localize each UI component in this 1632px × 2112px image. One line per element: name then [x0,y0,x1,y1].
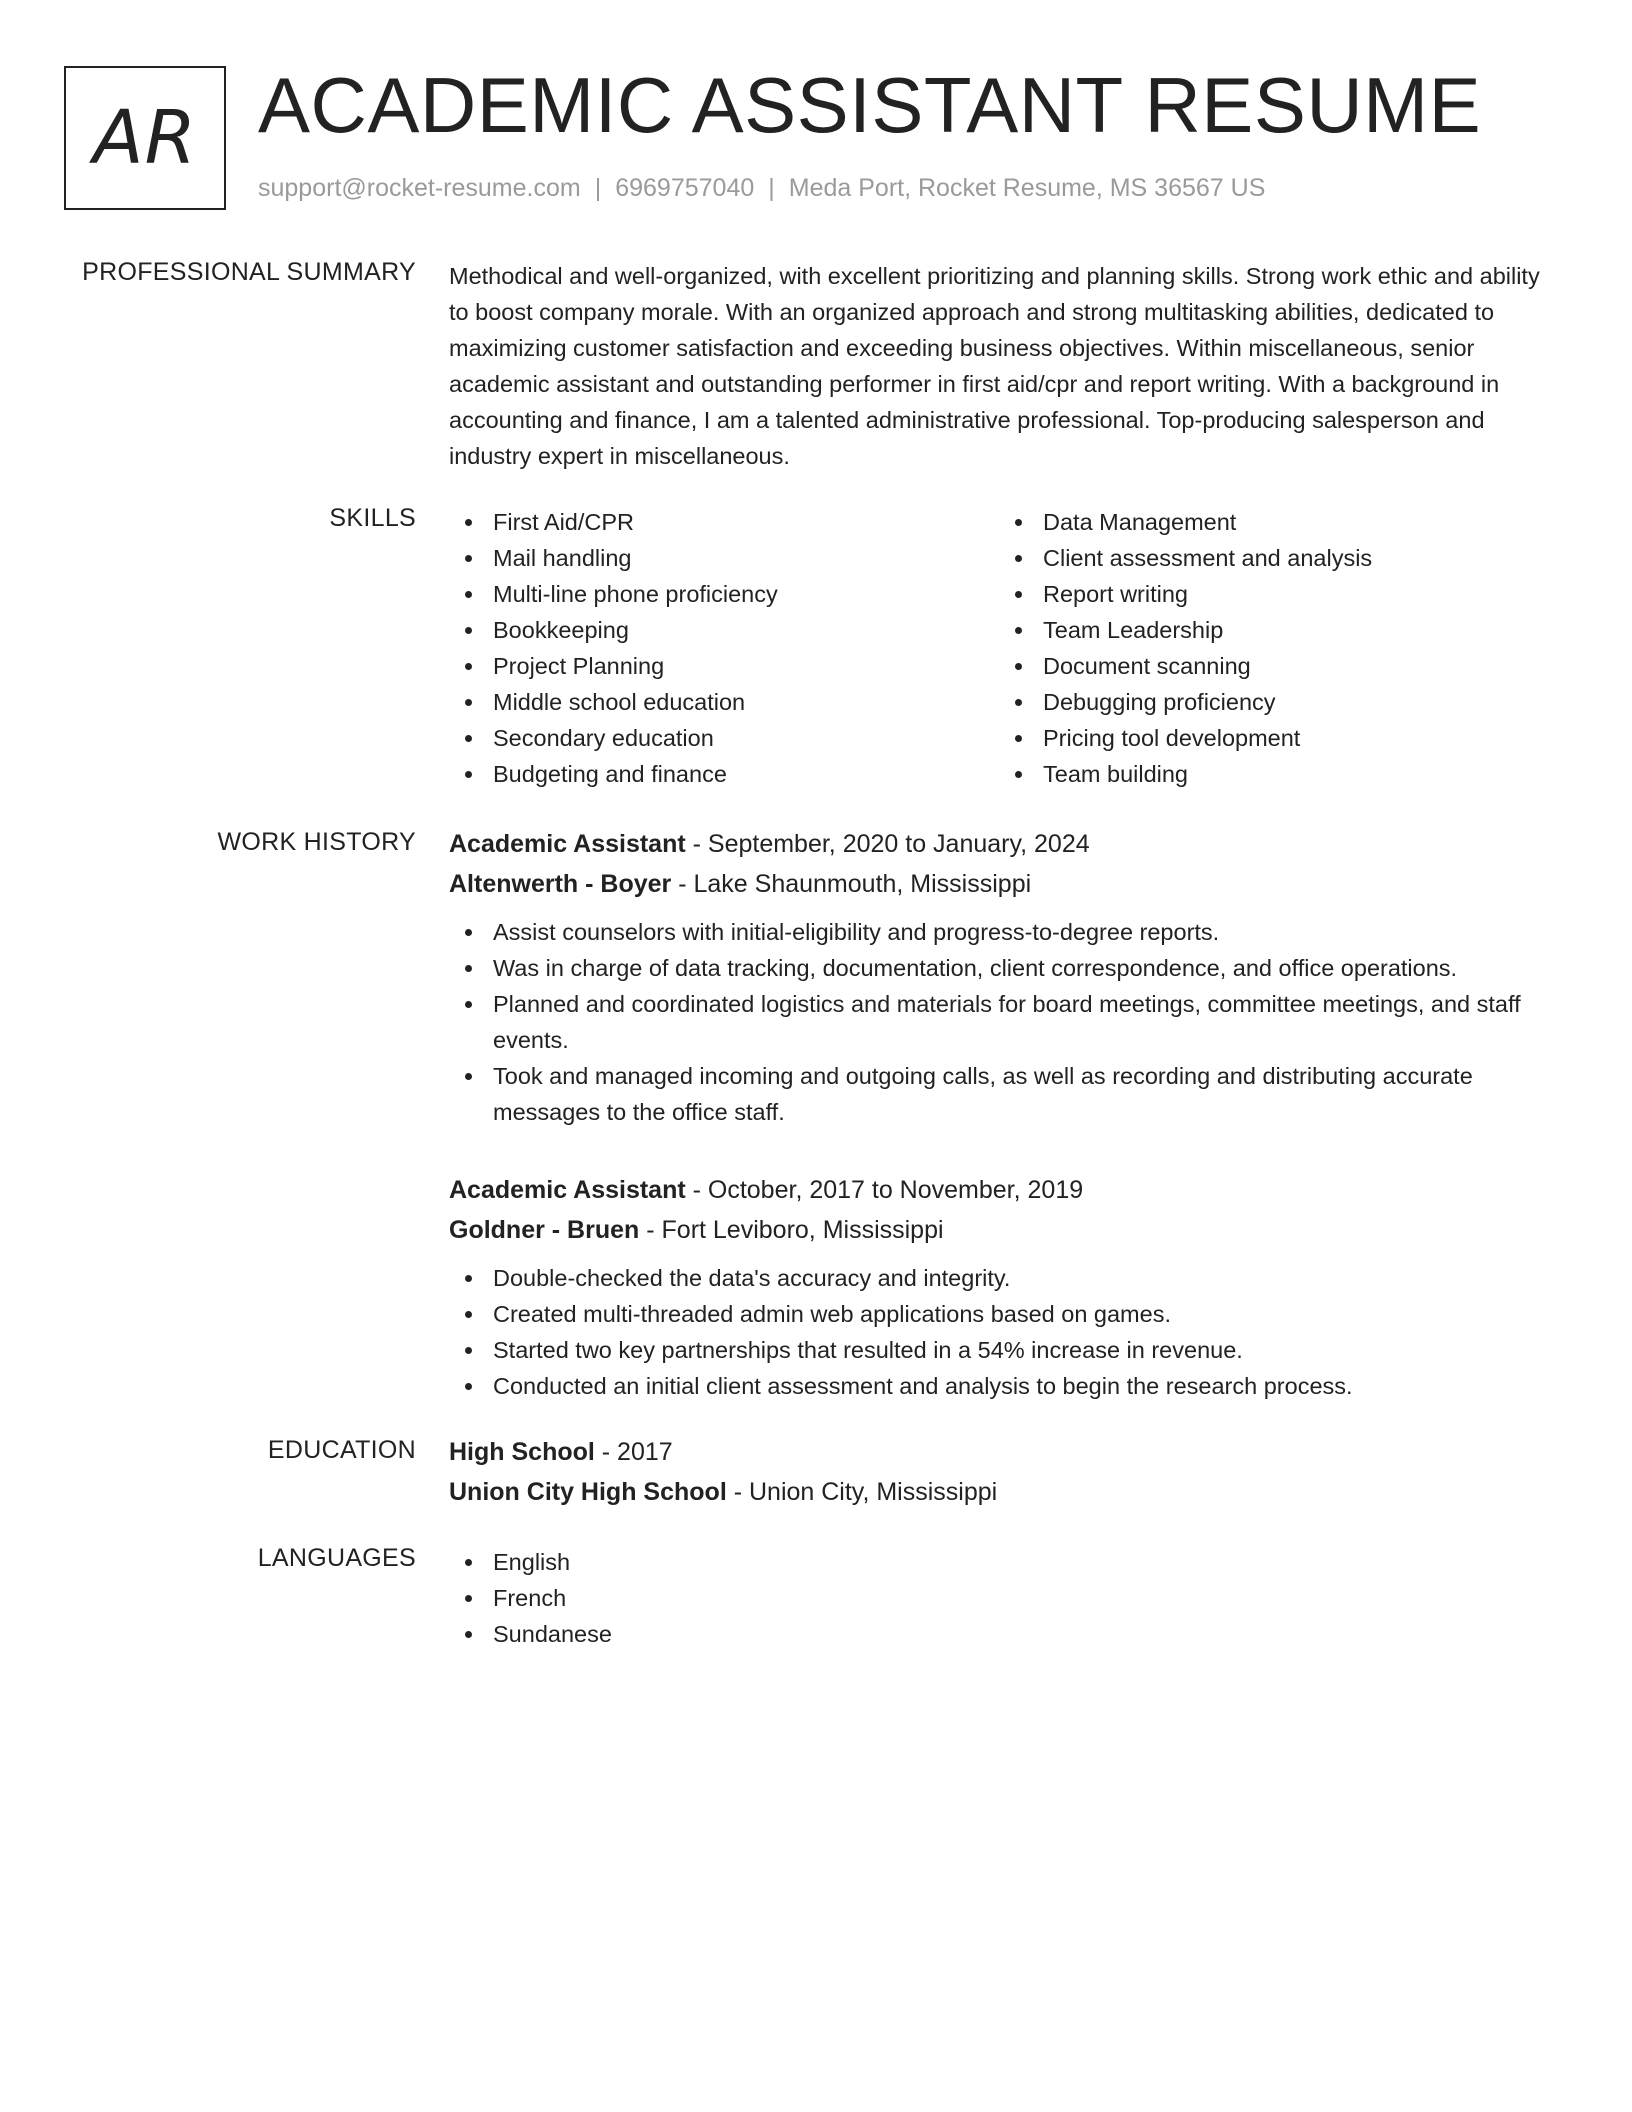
job-duty: Assist counselors with initial-eligibility and progress-to-degree reports. [449,914,1549,950]
skill-item: Client assessment and analysis [999,540,1549,576]
skill-item: Multi-line phone proficiency [449,576,999,612]
job-duty: Conducted an initial client assessment and analysis to begin the research process. [449,1368,1549,1404]
skill-item: First Aid/CPR [449,504,999,540]
job-company-line [449,864,1549,904]
language-item: English [449,1544,1549,1580]
resume-header [64,61,1564,210]
job-title-line [449,824,1549,864]
section-label-education: EDUCATION [267,1436,416,1464]
contact-address: Meda Port, Rocket Resume, MS 36567 US [788,174,1266,202]
skill-item: Report writing [999,576,1549,612]
languages-list [449,1544,1549,1652]
job-duty: Was in charge of data tracking, documentation, client correspondence, and office operations. [449,950,1549,986]
skill-item: Pricing tool development [999,720,1549,756]
skills-list-right [999,504,1549,792]
job-duties-list [449,1260,1549,1404]
skill-item: Data Management [999,504,1549,540]
job-title: Academic Assistant [449,830,686,858]
job-duty: Created multi-threaded admin web applications based on games. [449,1296,1549,1332]
job-company: Goldner - Bruen [449,1216,640,1244]
job-entry [449,824,1549,1130]
contact-phone: 6969757040 [615,174,755,202]
job-duty: Started two key partnerships that resulted in a 54% increase in revenue. [449,1332,1549,1368]
job-company-line [449,1210,1549,1250]
summary-text: Methodical and well-organized, with excellent prioritizing and planning skills. Strong work ethic and ability to boost company morale. With an organized approach and strong multitasking abilities, dedicated to maximizing customer satisfaction and exceeding business objectives. Within miscellaneous, senior academic assistant and outstanding performer in first aid/cpr and report writing. With a background in accounting and finance, I am a talented administrative professional. Top-producing salesperson and industry expert in miscellaneous. [449,263,1540,469]
job-duty: Took and managed incoming and outgoing calls, as well as recording and distributing accurate messages to the office staff. [449,1058,1549,1130]
job-duties-list [449,914,1549,1130]
job-location: - Lake Shaunmouth, Mississippi [671,870,1032,898]
job-company: Altenwerth - Boyer [449,870,672,898]
education-school: Union City High School [449,1478,727,1506]
monogram-logo: AR [64,66,226,210]
language-item: French [449,1580,1549,1616]
education-year: - 2017 [594,1438,673,1466]
skills-list-left [449,504,999,792]
section-label-summary: PROFESSIONAL SUMMARY [82,258,416,286]
job-duty: Planned and coordinated logistics and materials for board meetings, committee meetings, and staff events. [449,986,1549,1058]
skill-item: Budgeting and finance [449,756,999,792]
resume-title: ACADEMIC ASSISTANT RESUME [258,61,1482,149]
contact-separator: | [768,174,775,202]
job-duty: Double-checked the data's accuracy and integrity. [449,1260,1549,1296]
language-item: Sundanese [449,1616,1549,1652]
education-degree: High School [449,1438,595,1466]
skill-item: Document scanning [999,648,1549,684]
section-label-languages: LANGUAGES [257,1544,416,1572]
skill-item: Secondary education [449,720,999,756]
skill-item: Project Planning [449,648,999,684]
job-location: - Fort Leviboro, Mississippi [639,1216,944,1244]
section-label-work-history: WORK HISTORY [217,828,416,856]
skill-item: Bookkeeping [449,612,999,648]
education-degree-line [449,1432,1549,1472]
skill-item: Mail handling [449,540,999,576]
job-entry [449,1170,1549,1404]
contact-line [258,174,1265,203]
skill-item: Team building [999,756,1549,792]
contact-email: support@rocket-resume.com [258,174,581,202]
skill-item: Debugging proficiency [999,684,1549,720]
job-title: Academic Assistant [449,1176,686,1204]
skill-item: Team Leadership [999,612,1549,648]
job-dates: - October, 2017 to November, 2019 [685,1176,1084,1204]
job-dates: - September, 2020 to January, 2024 [685,830,1090,858]
education-school-line [449,1472,1549,1512]
education-location: - Union City, Mississippi [726,1478,998,1506]
contact-separator: | [594,174,602,202]
skill-item: Middle school education [449,684,999,720]
job-title-line [449,1170,1549,1210]
section-label-skills: SKILLS [329,504,416,532]
